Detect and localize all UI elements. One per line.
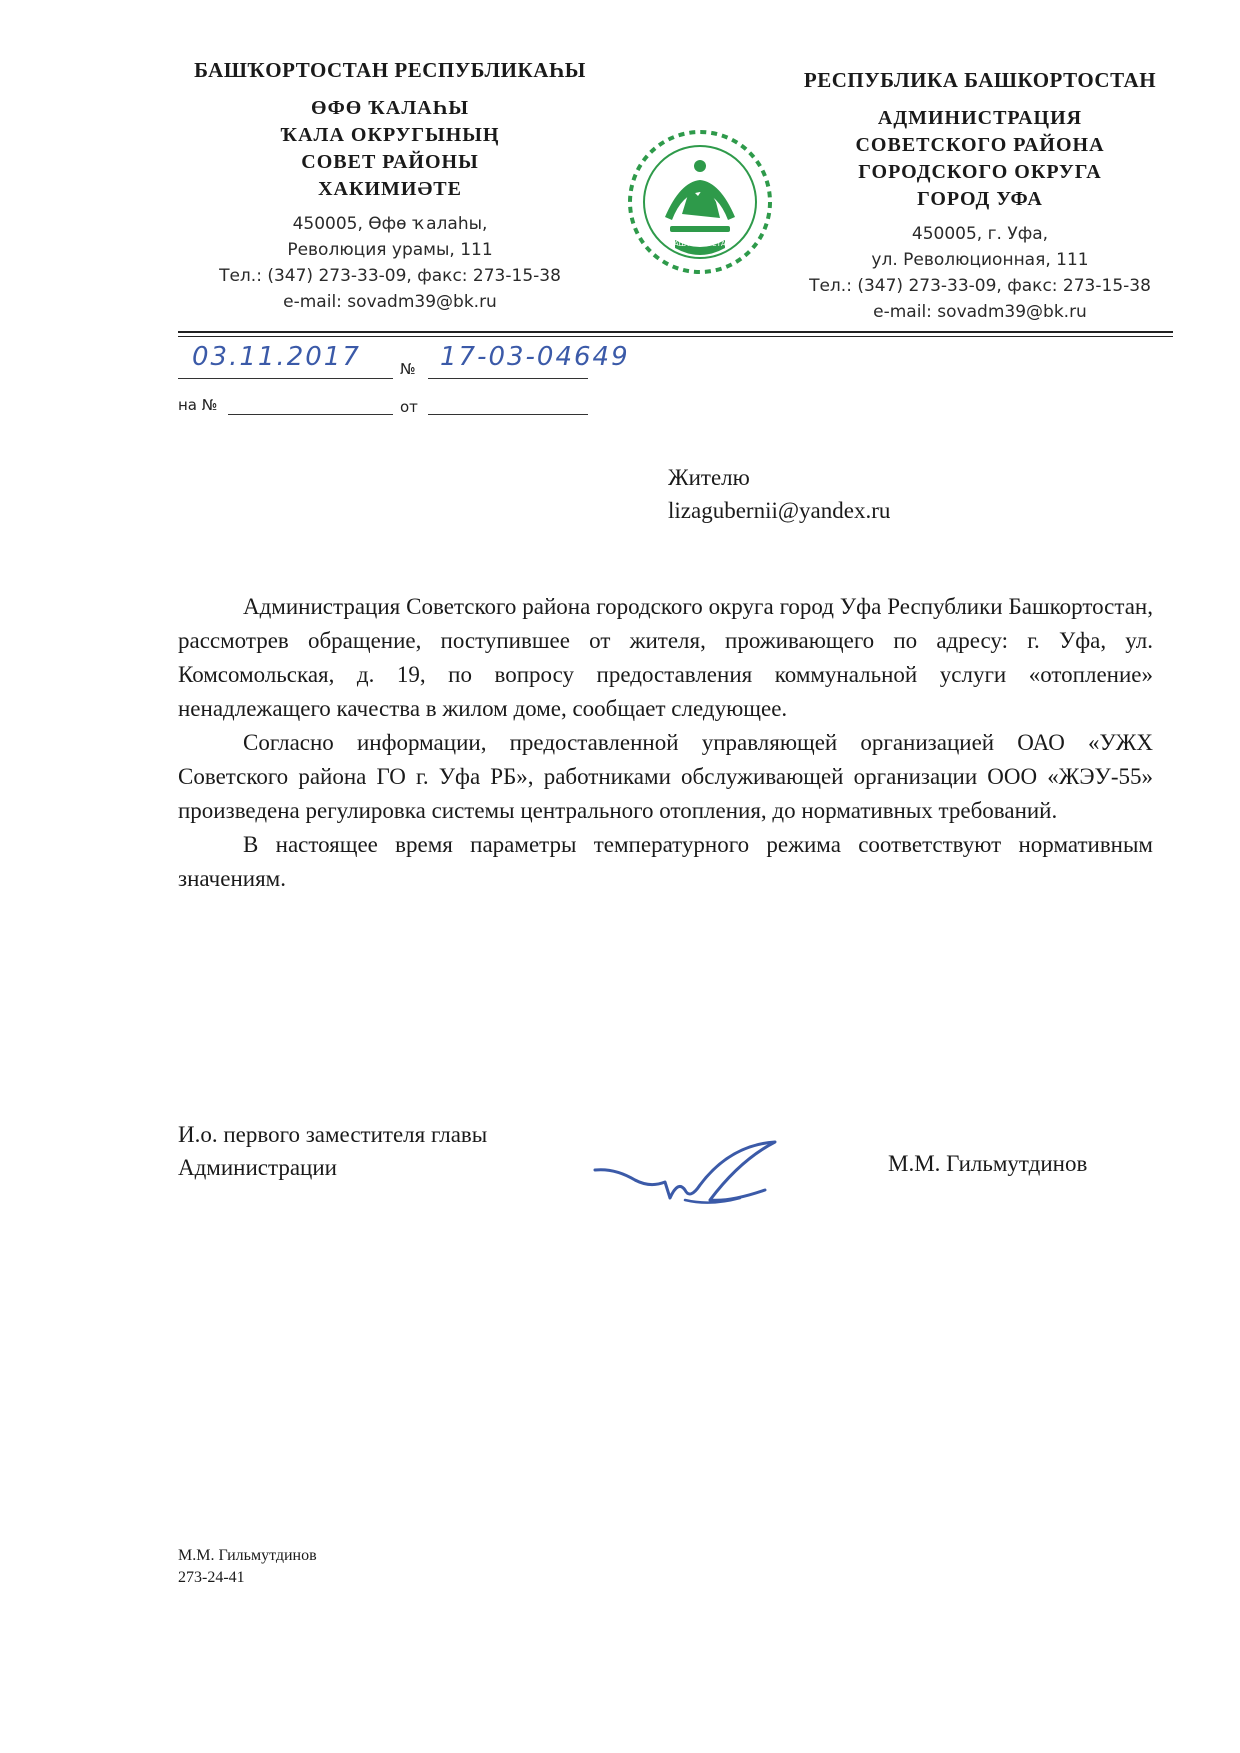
header-right [785,68,1175,325]
header-right-address-line: 450005, г. Уфа, [911,224,1049,244]
header-right-phone: Тел.: (347) 273-33-09, факс: 273-15-38 [809,276,1151,296]
reference-date-line [428,414,588,415]
header-left-org-line: ХАКИМИӘТЕ [318,178,462,200]
executor-name: М.М. Гильмутдинов [178,1547,317,1564]
signatory-title [178,1118,487,1184]
header-right-address-line: ул. Революционная, 111 [871,250,1089,270]
header-right-org-line: ГОРОД УФА [917,188,1043,210]
signatory-title-line: И.о. первого заместителя главы [178,1122,488,1147]
recipient-title: Жителю [668,465,750,490]
bashkortostan-coat-of-arms-icon [620,122,780,282]
executor-phone: 273-24-41 [178,1569,245,1586]
signatory-title-line: Администрации [178,1155,337,1180]
header-right-title: РЕСПУБЛИКА БАШКОРТОСТАН [803,68,1157,92]
executor-info [178,1545,317,1589]
body-paragraph: Администрация Советского района городского округа город Уфа Республики Башкортостан, рассмотрев обращение, поступившее от жителя, проживающего по адресу: г. Уфа, ул. Комсомольская, д. 19, по вопросу предоставления коммунальной услуги «отопление» ненадлежащего качества в жилом доме, сообщает следующее. [178,594,1153,721]
reference-number-line [228,414,393,415]
recipient-email: lizagubernii@yandex.ru [668,498,891,523]
reference-date-label: от [400,398,418,416]
header-left-phone: Тел.: (347) 273-33-09, факс: 273-15-38 [219,266,561,286]
registration-date: 03.11.2017 [192,342,361,372]
header-divider [178,331,1173,333]
header-right-org-line: ГОРОДСКОГО ОКРУГА [858,161,1102,183]
header-left [170,58,610,315]
header-right-email: e-mail: sovadm39@bk.ru [873,302,1087,322]
handwritten-signature [590,1140,800,1215]
header-left-address-line: 450005, Өфө ҡалаһы, [292,214,488,234]
emblem-inscription: БАШҠОРТОСТАН [669,240,731,248]
header-left-org-line: ҠАЛА ОКРУГЫНЫҢ [280,124,500,146]
header-left-org-line: ӨФӨ ҠАЛАҺЫ [311,97,469,119]
registration-date-line [178,378,393,379]
signatory-name: М.М. Гильмутдинов [888,1151,1088,1176]
registration-number-label: № [400,360,416,378]
header-divider-thin [178,336,1173,337]
header-right-org-line: СОВЕТСКОГО РАЙОНА [855,134,1105,156]
header-right-org-line: АДМИНИСТРАЦИЯ [877,107,1083,129]
reference-number-label: на № [178,396,218,414]
body-paragraph: Согласно информации, предоставленной управляющей организацией ОАО «УЖХ Советского района ГО г. Уфа РБ», работниками обслуживающей организации ООО «ЖЭУ-55» произведена регулировка системы центрального отопления, до нормативных требований. [178,730,1153,823]
registration-number: 17-03-04649 [440,342,630,372]
registration-number-line [428,378,588,379]
header-left-org-line: СОВЕТ РАЙОНЫ [301,151,479,173]
header-left-address-line: Революция урамы, 111 [287,240,493,260]
header-left-title: БАШҠОРТОСТАН РЕСПУБЛИКАҺЫ [194,58,586,82]
header-right-address [785,221,1175,325]
letter-body [178,590,1153,896]
body-paragraph: В настоящее время параметры температурного режима соответствуют нормативным значениям. [178,832,1153,891]
header-left-address [170,211,610,315]
recipient [668,461,890,527]
header-left-email: e-mail: sovadm39@bk.ru [283,292,497,312]
